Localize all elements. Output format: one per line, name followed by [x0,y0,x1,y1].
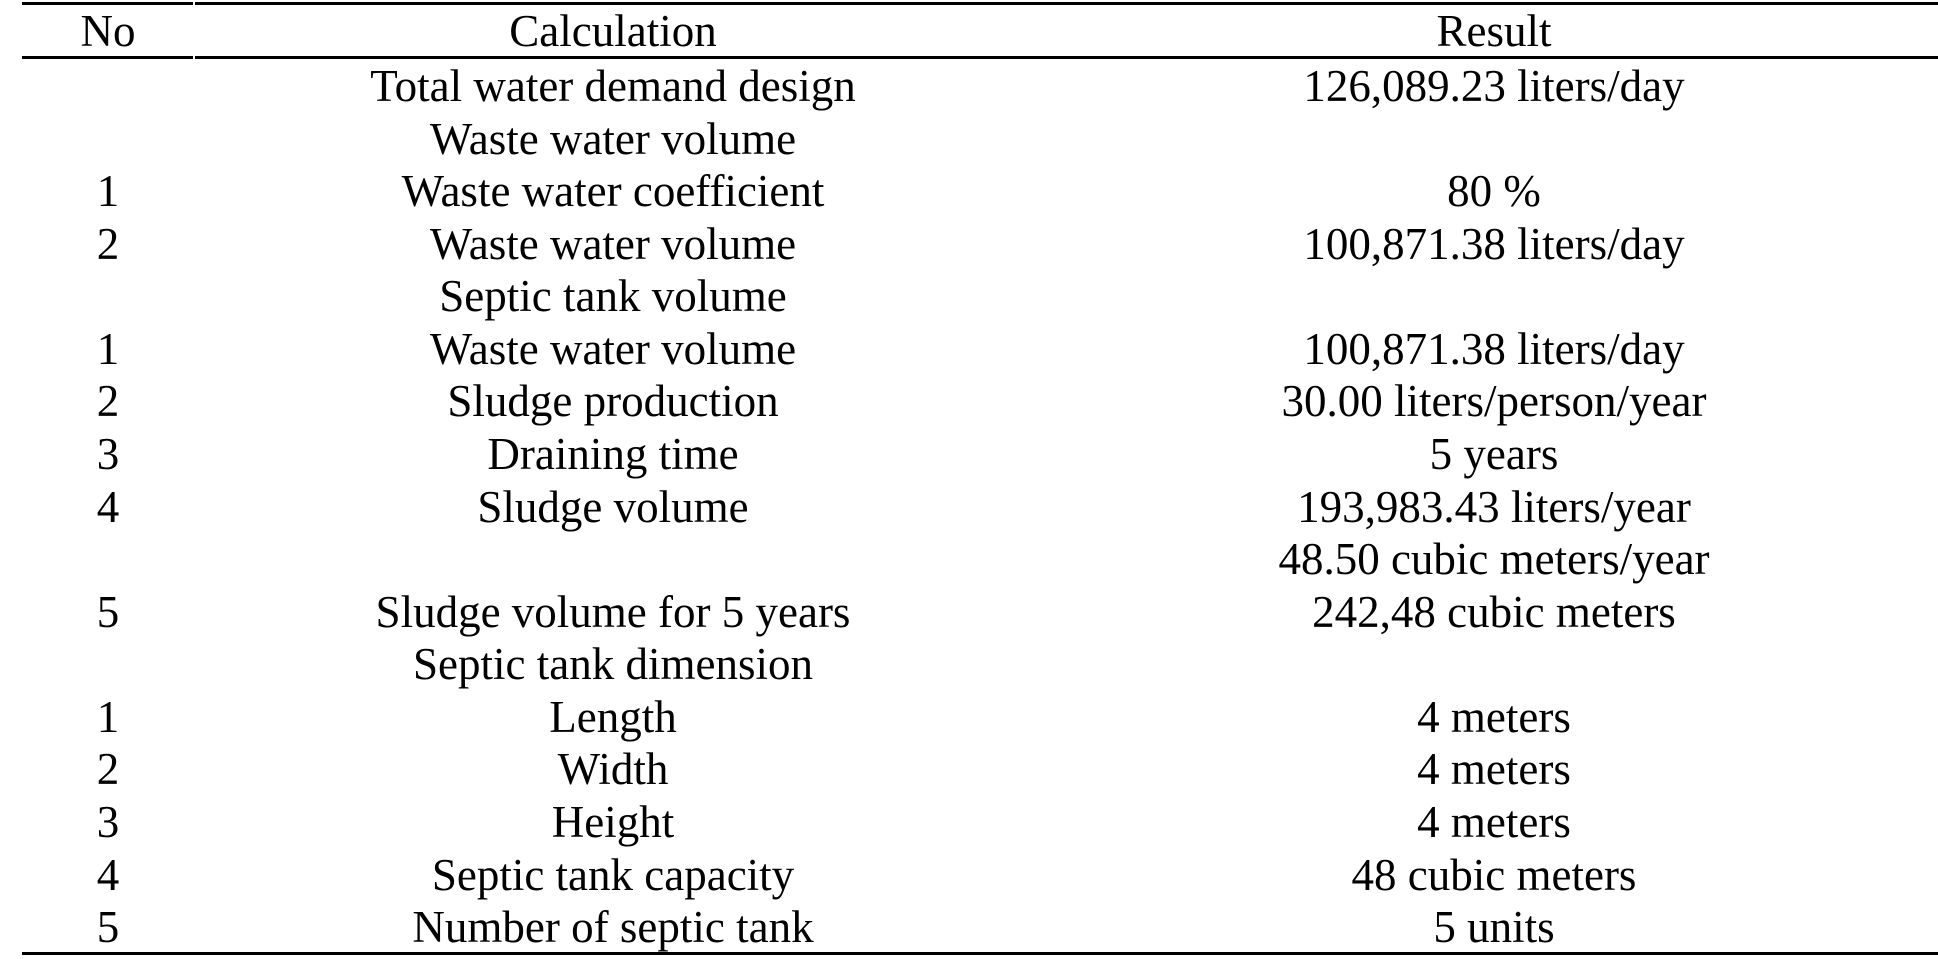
table-row [0,218,1938,275]
row-calculation: Width [557,744,669,795]
row-calculation: Septic tank dimension [413,639,813,690]
row-calculation: Sludge production [447,376,779,427]
row-number: 5 [96,902,120,953]
table-row [0,586,1938,643]
row-number: 2 [96,218,120,269]
table-row [0,323,1938,380]
row-result: 48.50 cubic meters/year [1278,534,1710,585]
row-result: 193,983.43 liters/year [1297,481,1691,532]
table-row [0,744,1938,800]
row-calculation: Draining time [487,428,739,479]
table-row [0,376,1938,432]
row-result: 80 % [1447,166,1541,217]
row-number: 4 [96,849,120,900]
row-number: 5 [96,586,120,637]
header-calculation: Calculation [509,6,717,56]
table-row [0,534,1938,590]
row-calculation: Septic tank volume [439,271,787,322]
table-row [0,113,1938,170]
table-row [0,166,1938,222]
table-row [0,639,1938,695]
column-gap [193,56,195,59]
table-row [0,271,1938,327]
table-row [0,796,1938,853]
row-result: 5 units [1433,902,1555,953]
row-calculation: Waste water volume [429,113,797,164]
row-result: 30.00 liters/person/year [1281,376,1707,427]
row-number: 2 [96,376,120,427]
row-number: 2 [96,744,120,795]
table-row [0,61,1938,117]
row-calculation: Sludge volume for 5 years [375,586,851,637]
row-result: 4 meters [1417,691,1571,742]
row-result: 48 cubic meters [1351,849,1637,900]
row-calculation: Waste water volume [429,218,797,269]
header-result: Result [1436,6,1552,56]
row-calculation: Number of septic tank [412,902,814,953]
header-rule [22,56,1938,59]
bottom-rule [22,952,1938,955]
row-result: 100,871.38 liters/day [1303,323,1685,374]
table-row [0,849,1938,906]
row-result: 4 meters [1417,744,1571,795]
row-calculation: Sludge volume [477,481,749,532]
row-calculation: Length [549,691,677,742]
table-row [0,902,1938,958]
row-number: 1 [96,691,120,742]
top-rule [22,2,1938,5]
table-row [0,428,1938,485]
row-result: 242,48 cubic meters [1312,586,1676,637]
row-number: 3 [96,796,120,847]
row-result: 4 meters [1417,796,1571,847]
row-calculation: Waste water coefficient [401,166,825,217]
row-result: 100,871.38 liters/day [1303,218,1685,269]
row-number: 1 [96,323,120,374]
table-row [0,481,1938,538]
row-number: 3 [96,428,120,479]
row-number: 1 [96,166,120,217]
row-result: 5 years [1429,428,1559,479]
row-calculation: Height [551,796,675,847]
row-result: 126,089.23 liters/day [1303,61,1685,111]
table-row [0,691,1938,748]
row-calculation: Total water demand design [370,61,856,111]
header-no: No [80,6,136,56]
row-calculation: Waste water volume [429,323,797,374]
row-calculation: Septic tank capacity [431,849,795,900]
row-number: 4 [96,481,120,532]
column-gap [193,2,195,5]
